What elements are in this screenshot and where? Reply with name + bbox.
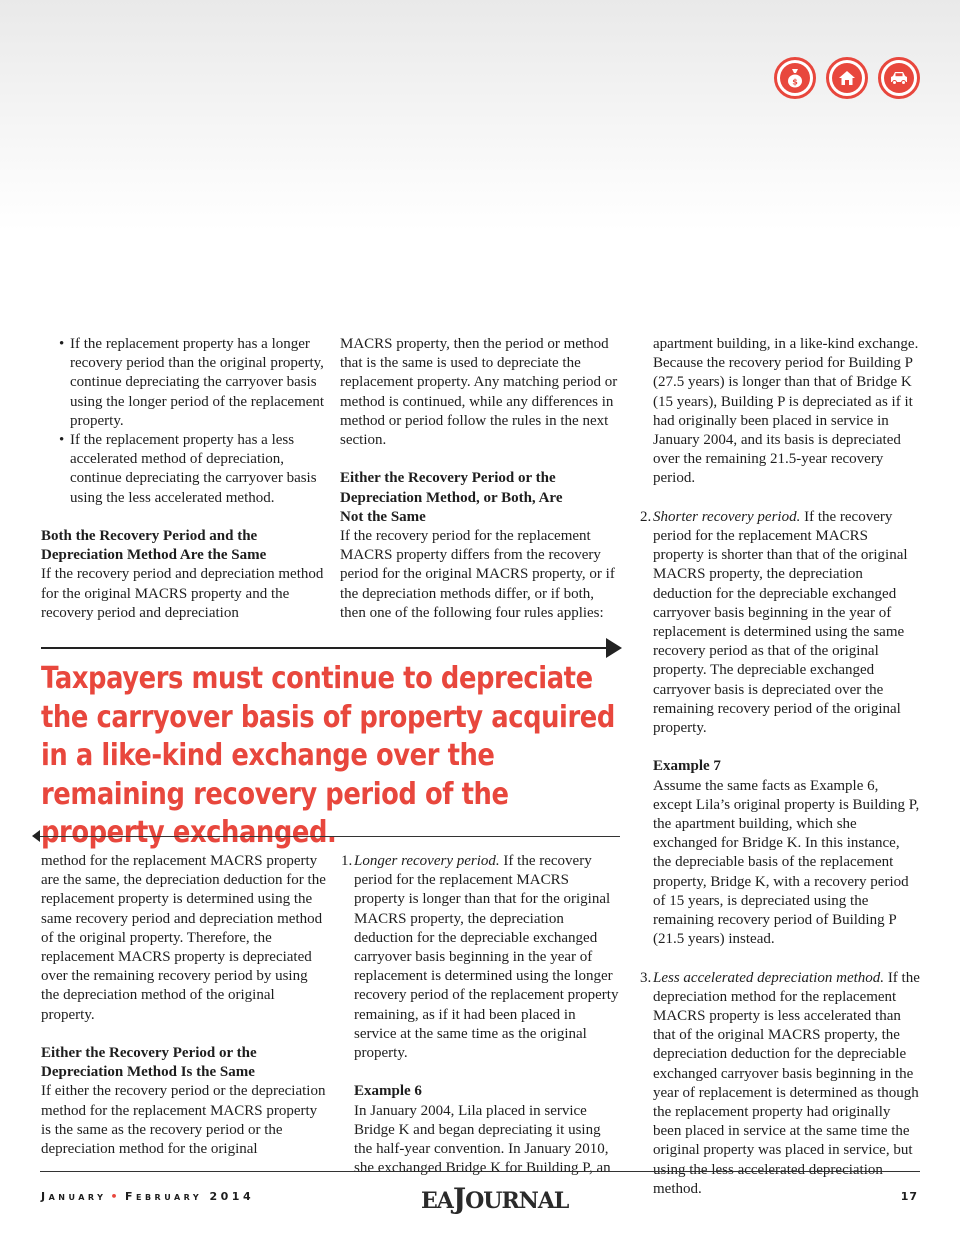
footer-rule [40, 1171, 920, 1172]
column-3 [640, 335, 920, 1199]
logo-j: J [452, 1182, 466, 1215]
header-icon-bar [774, 57, 920, 99]
list-number: 2. [640, 508, 652, 525]
section-heading-both-same: Both the Recovery Period and the Depreciation Method Are the Same [41, 528, 267, 564]
rule-lead: Shorter recovery period. [653, 508, 801, 525]
section-heading-either-same: Either the Recovery Period or the Depreciation Method Is the Same [41, 1045, 257, 1081]
column-1-top [41, 335, 326, 623]
bullet-list [41, 335, 326, 508]
bullet-less-accelerated: • If the replacement property has a less accelerated method of depreciation, continue depreciating the carryover basis using the less accelerated method. [41, 431, 326, 508]
example-7-text: Assume the same facts as Example 6, except Lila’s original property is Building P, the apartment building, which she exchanged for Bridge K. In this instance, the depreciable basis of the replacement property, Bridge K, with a recovery period of 15 years, is depreciated using the remaining recovery period of Building P (21.5 years) instead. [653, 777, 920, 948]
paragraph: MACRS property, then the period or method that is the same is used to depreciate the replacement property. Any matching period or method is continued, while any differences in method or period follow the rules in the next section. [340, 336, 618, 449]
list-number: 3. [640, 969, 652, 986]
header-background [0, 0, 960, 330]
svg-text:$: $ [792, 77, 798, 87]
example-6-text: In January 2004, Lila placed in service Bridge K and began depreciating it using the half-year convention. In January 2010, she exchanged Bridge K for Building P, an [354, 1102, 611, 1177]
money-bag-icon [786, 68, 804, 88]
car-icon [889, 70, 909, 86]
issue-date [41, 1190, 254, 1203]
paragraph: If the recovery period for the replacement MACRS property differs from the recovery period for the original MACRS property, or if the depreciation methods differ, or if both, then one of the following four rules applies: [340, 528, 615, 621]
money-bag-button[interactable] [774, 57, 816, 99]
column-2-top [340, 335, 622, 623]
bullet-longer-period: • If the replacement property has a longer recovery period than the original property, continue depreciating the carryover basis using the longer period of the replacement property. [41, 335, 326, 431]
page-number: 17 [900, 1190, 918, 1203]
column-1-bottom [41, 852, 326, 1159]
rule-lead: Longer recovery period. [354, 853, 500, 869]
separator-dot: • [110, 1190, 121, 1203]
rule-3-less-accelerated [640, 969, 920, 1199]
rule-1-longer-recovery [341, 852, 619, 1063]
house-button[interactable] [826, 57, 868, 99]
section-heading-not-same: Either the Recovery Period or the Depreciation Method, or Both, Are Not the Same [340, 470, 563, 525]
car-button[interactable] [878, 57, 920, 99]
rule-2-shorter-recovery [640, 508, 920, 738]
example-7-heading: Example 7 [653, 758, 721, 775]
paragraph: apartment building, in a like-kind exchange. Because the recovery period for Building P (27.5 years) is longer than that of Bridge K (15 years), Building P is depreciated as if it had originally been placed in service in January 2004, and its basis is depreciated over the remaining 21.5-year recovery period. [653, 336, 919, 487]
list-number: 1. [341, 853, 353, 869]
rule-text: If the depreciation method for the replacement MACRS property is less accelerated than that of the original MACRS property, the depreciation deduction for the depreciable exchanged carryover basis beginning in the year of replacement is determined as though the replacement property had originally been placed in service at the same time the original property was placed in service, but using the less accelerated depreciation method. [653, 969, 920, 1197]
column-2-bottom [341, 852, 619, 1178]
paragraph: If the recovery period and depreciation method for the original MACRS property and the recovery period and depreciation [41, 566, 324, 621]
house-icon [838, 69, 856, 87]
paragraph: If either the recovery period or the depreciation method for the replacement MACRS property is the same as the recovery period or the depreciation method for the original [41, 1083, 326, 1158]
pull-quote: Taxpayers must continue to depreciate the carryover basis of property acquired in a like-kind exchange over the remaining recovery period of the property exchanged. [41, 661, 615, 850]
logo-prefix: EA [421, 1188, 453, 1214]
pull-quote-bottom-rule [38, 836, 620, 837]
ea-journal-logo [421, 1182, 568, 1215]
rule-text: If the recovery period for the replacement MACRS property is longer than that for the original MACRS property, the depreciation deduction for the depreciable exchanged carryover basis beginning in the year of replacement is determined using the longer recovery period of the replacement property remaining, as if it had been placed in service at the same time as the original property. [354, 853, 619, 1062]
issue-month-2: February 2014 [124, 1190, 255, 1203]
logo-suffix: OURNAL [465, 1188, 569, 1214]
pull-quote-top-rule [41, 647, 611, 649]
arrow-right-icon [606, 638, 622, 658]
issue-month-1: January [41, 1190, 107, 1203]
paragraph: method for the replacement MACRS property are the same, the depreciation deduction for the replacement property is determined using the same recovery period and depreciation method of the original property. Therefore, the replacement MACRS property is depreciated over the remaining recovery period by using the depreciation method of the original property. [41, 853, 326, 1023]
rule-text: If the recovery period for the replacement MACRS property is shorter than that of the original MACRS property, the depreciation deduction for the depreciable exchanged carryover basis beginning in the year of replacement is determined using the same recovery period as that of the original property. The depreciable exchanged carryover basis is depreciated over the remaining recovery period of the original property. [653, 508, 908, 737]
example-6-heading: Example 6 [354, 1083, 422, 1100]
rule-lead: Less accelerated depreciation method. [653, 969, 885, 986]
arrow-left-icon [32, 830, 40, 842]
